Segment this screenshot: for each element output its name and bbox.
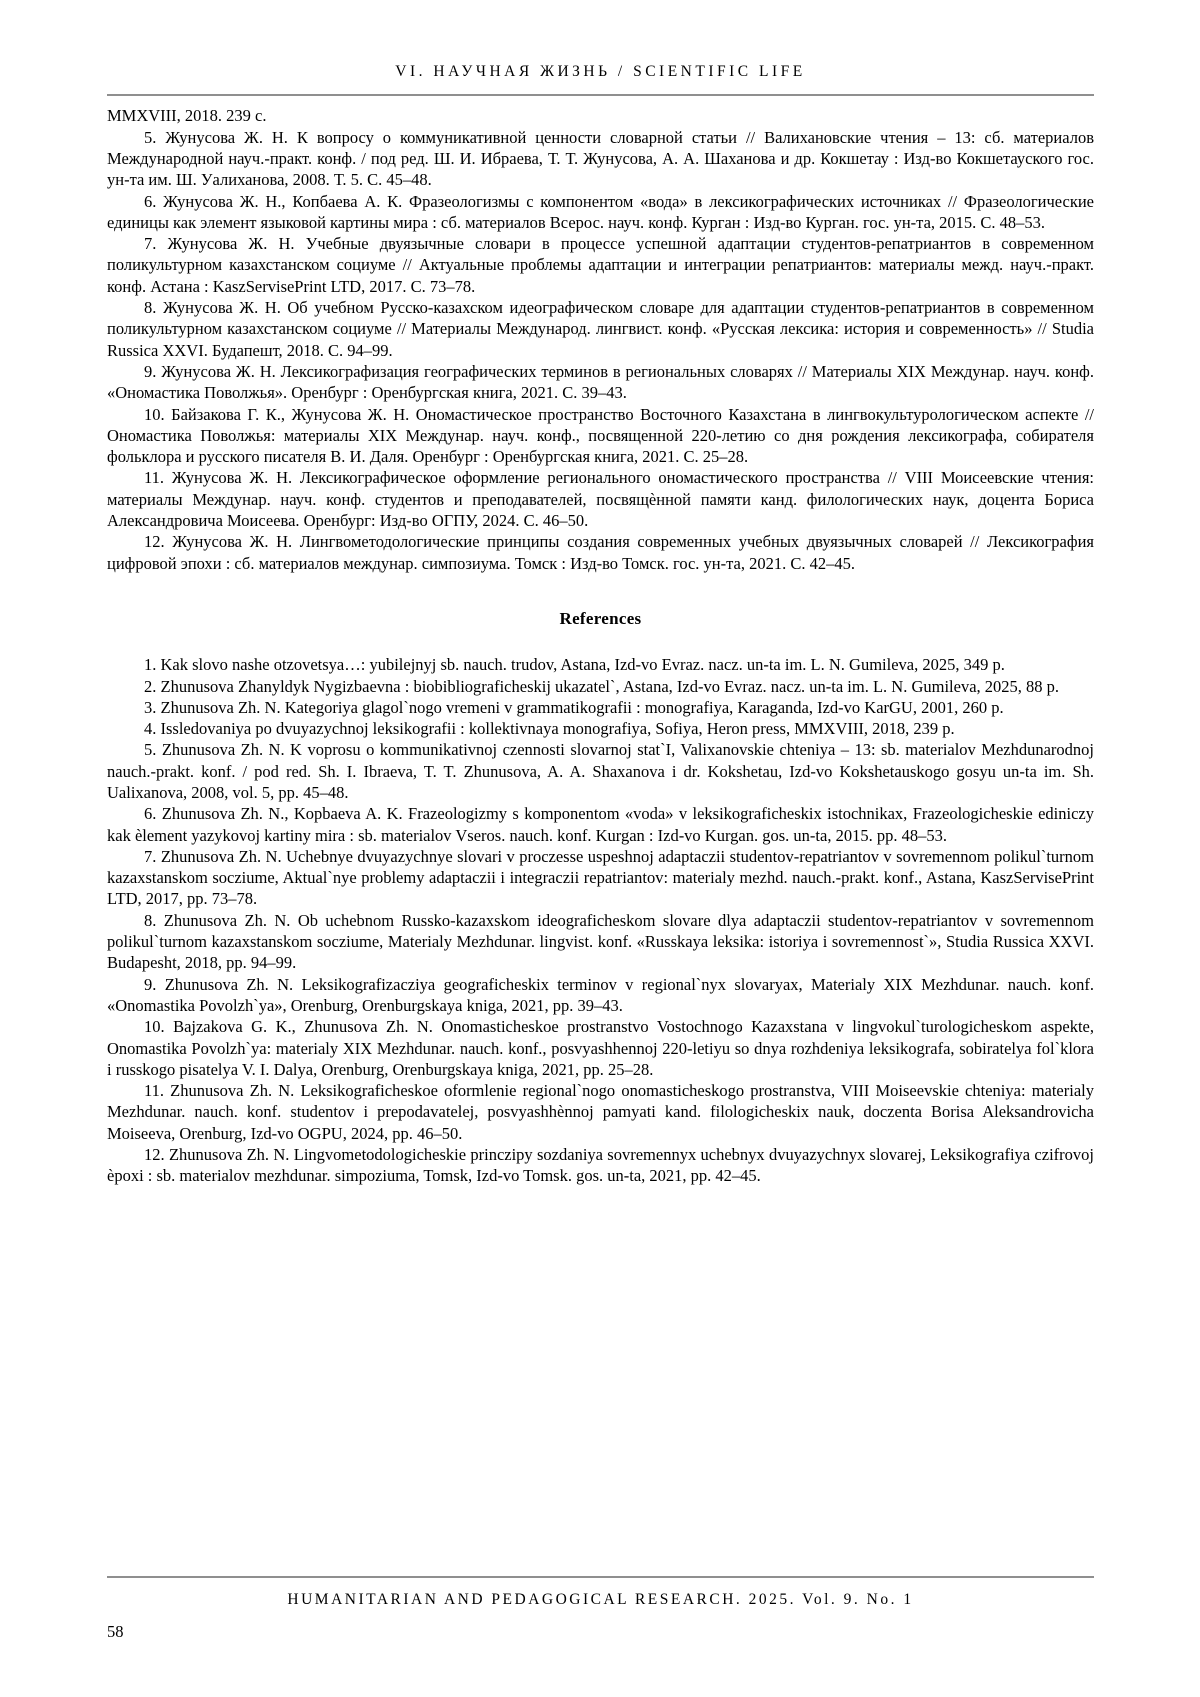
- reference-item: 1. Kak slovo nashe otzovetsya…: yubilejnyj sb. nauch. trudov, Astana, Izd-vo Evraz. nacz. un-ta im. L. N. Gumileva, 2025, 349 p.: [144, 655, 1005, 675]
- reference-item: 3. Zhunusova Zh. N. Kategoriya glagol`nogo vremeni v grammatikografii : monografiya, Karaganda, Izd-vo KarGU, 2001, 260 p.: [144, 697, 1004, 717]
- reference-item: 5. Zhunusova Zh. N. K voprosu o kommunikativnoj czennosti slovarnoj stat`I, Valixanovskie chteniya – 13: sb. materialov Mezhdunarodnoj nauch.-prakt. konf. / pod red. Sh. I. Ibraeva, T. T. Zhunusova, A. A. Shaxanova i dr. Kokshetau, Izd-vo Kokshetauskogo gosyu un-ta im. Sh. Ualixanova, 2008, vol. 5, pp. 45–48.: [107, 740, 1094, 802]
- reference-item: 8. Zhunusova Zh. N. Ob uchebnom Russko-kazaxskom ideograficheskom slovare dlya adaptaczii studentov-repatriantov v sovremennom polikul`turnom kazaxstanskom socziume, Materialy Mezhdunar. lingvist. konf. «Russkaya leksika: istoriya i sovremennost`», Studia Russica XXVI. Budapesht, 2018, pp. 94–99.: [107, 910, 1094, 973]
- reference-item: 10. Bajzakova G. K., Zhunusova Zh. N. Onomasticheskoe prostranstvo Vostochnogo Kazaxstana v lingvokul`turologicheskom aspekte, Onomastika Povolzh`ya: materialy XIX Mezhdunar. nauch. konf., posvyashhennoj 220-letiyu so dnya rozhdeniya leksikografa, sobiratelya fol`klora i russkogo pisatelya V. I. Dalya, Orenburg, Orenburgskaya kniga, 2021, pp. 25–28.: [107, 1017, 1094, 1079]
- english-reference-list: [107, 654, 1094, 1186]
- reference-item: 2. Zhunusova Zhanyldyk Nygizbaevna : biobibliograficheskij ukazatel`, Astana, Izd-vo Evraz. nacz. un-ta im. L. N. Gumileva, 2025, 88 p.: [144, 676, 1060, 696]
- page-header: [107, 62, 1094, 96]
- running-head-title: VI. НАУЧНАЯ ЖИЗНЬ / SCIENTIFIC LIFE: [395, 63, 806, 80]
- reference-item: 6. Жунусова Ж. Н., Копбаева А. К. Фразеологизмы с компонентом «вода» в лексикографических источниках // Фразеологические единицы как элемент языковой картины мира : сб. материалов Всерос. науч. конф. Курган : Изд-во Курган. гос. ун-та, 2015. С. 48–53.: [107, 191, 1094, 232]
- reference-item: 12. Жунусова Ж. Н. Лингвометодологические принципы создания современных учебных двуязычных словарей // Лексикография цифровой эпохи : сб. материалов междунар. симпозиума. Томск : Изд-во Томск. гос. ун-та, 2021. С. 42–45.: [107, 532, 1094, 573]
- references-heading: References: [559, 608, 642, 628]
- journal-title-line: HUMANITARIAN AND PEDAGOGICAL RESEARCH. 2025. Vol. 9. No. 1: [287, 1591, 914, 1608]
- english-references-section: [107, 654, 1094, 1186]
- reference-item: 5. Жунусова Ж. Н. К вопросу о коммуникативной ценности словарной статьи // Валихановские чтения – 13: сб. материалов Международной науч.-практ. конф. / под ред. Ш. И. Ибраева, Т. Т. Жунусова, А. А. Шаханова и др. Кокшетау : Изд-во Кокшетауского гос. ун-та им. Ш. Уалиханова, 2008. Т. 5. С. 45–48.: [107, 127, 1094, 190]
- reference-item: 7. Zhunusova Zh. N. Uchebnye dvuyazychnye slovari v proczesse uspeshnoj adaptaczii studentov-repatriantov v sovremennom polikul`turnom kazaxstanskom socziume, Aktual`nye problemy adaptaczii i integraczii repatriantov: materialy mezhd. nauch.-prakt. konf., Astana, KaszServisePrint LTD, 2017, pp. 73–78.: [107, 846, 1094, 909]
- reference-item: 12. Zhunusova Zh. N. Lingvometodologicheskie princzipy sozdaniya sovremennyx uchebnyx dvuyazychnyx slovarej, Leksikografiya czifrovoj èpoxi : sb. materialov mezhdunar. simpoziuma, Tomsk, Izd-vo Tomsk. gos. un-ta, 2021, pp. 42–45.: [107, 1145, 1094, 1186]
- reference-item: 9. Zhunusova Zh. N. Leksikografizacziya geograficheskix terminov v regional`nyx slovaryax, Materialy XIX Mezhdunar. nauch. konf. «Onomastika Povolzh`ya», Orenburg, Orenburgskaya kniga, 2021, pp. 39–43.: [107, 974, 1094, 1015]
- reference-item: 4. Issledovaniya po dvuyazychnoj leksikografii : kollektivnaya monografiya, Sofiya, Heron press, MMXVIII, 2018, 239 p.: [144, 719, 955, 739]
- russian-references-section: [107, 105, 1094, 574]
- reference-item: 6. Zhunusova Zh. N., Kopbaeva A. K. Frazeologizmy s komponentom «voda» v leksikograficheskix istochnikax, Frazeologicheskie ediniczy kak èlement yazykovoj kartiny mira : sb. materialov Vseros. nauch. konf. Kurgan : Izd-vo Kurgan. gos. un-ta, 2015. pp. 48–53.: [107, 804, 1094, 845]
- russian-reference-list: [107, 127, 1094, 574]
- reference-item: 11. Zhunusova Zh. N. Leksikograficheskoe oformlenie regional`nogo onomasticheskogo prostranstva, VIII Moiseevskie chteniya: materialy Mezhdunar. nauch. konf. studentov i prepodavatelej, posvyashhènnoj pamyati kand. filologicheskix nauk, doczenta Borisa Aleksandrovicha Moiseeva, Orenburg, Izd-vo OGPU, 2024, pp. 46–50.: [107, 1081, 1094, 1143]
- reference-continuation-line: MMXVIII, 2018. 239 с.: [107, 106, 267, 126]
- reference-item: 11. Жунусова Ж. Н. Лексикографическое оформление регионального ономастического пространства // VIII Моисеевские чтения: материалы Междунар. науч. конф. студентов и преподавателей, посвящѐнной памяти канд. филологических наук, доцента Бориса Александровича Моисеева. Оренбург: Изд-во ОГПУ, 2024. С. 46–50.: [107, 468, 1094, 531]
- page-number: 58: [107, 1622, 124, 1641]
- footer-rule: [107, 1576, 1094, 1578]
- reference-item: 8. Жунусова Ж. Н. Об учебном Русско-казахском идеографическом словаре для адаптации студентов-репатриантов в современном поликультурном казахстанском социуме // Материалы Международ. лингвист. конф. «Русская лексика: история и современность» // Studia Russica XXVI. Будапешт, 2018. С. 94–99.: [107, 298, 1094, 360]
- page-footer: [107, 1576, 1094, 1642]
- reference-item: 9. Жунусова Ж. Н. Лексикографизация географических терминов в региональных словарях // Материалы XIX Междунар. науч. конф. «Ономастика Поволжья». Оренбург : Оренбургская книга, 2021. С. 39–43.: [107, 361, 1094, 403]
- references-content: [107, 105, 1094, 1186]
- header-rule: [107, 94, 1094, 96]
- reference-item: 10. Байзакова Г. К., Жунусова Ж. Н. Ономастическое пространство Восточного Казахстана в лингвокультурологическом аспекте // Ономастика Поволжья: материалы XIX Междунар. науч. конф., посвященной 220-летию со дня рождения лексикографа, собирателя фольклора и русского писателя В. И. Даля. Оренбург : Оренбургская книга, 2021. С. 25–28.: [107, 404, 1094, 467]
- reference-item: 7. Жунусова Ж. Н. Учебные двуязычные словари в процессе успешной адаптации студентов-репатриантов в современном поликультурном казахстанском социуме // Актуальные проблемы адаптации и интеграции репатриантов: материалы межд. науч.-практ. конф. Астана : KaszServisePrint LTD, 2017. С. 73–78.: [107, 234, 1094, 296]
